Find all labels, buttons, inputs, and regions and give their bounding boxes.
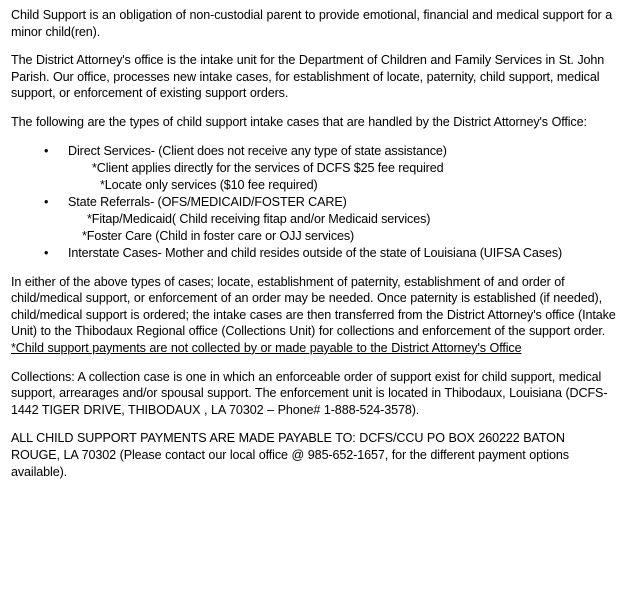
- paragraph-process-text: In either of the above types of cases; locate, establishment of paternity, establishment of and order of child/medical support, or enforcement of an order may be needed. Once paternity is established (if needed), child/medical support is ordered; the intake cases are then transferred from the District Attorney's office (Intake Unit) to the Thibodaux Regional office (Collections Unit) for collections and enforcement of the support order.: [11, 274, 616, 339]
- case-type-subitem: *Client applies directly for the services of DCFS $25 fee required: [92, 160, 444, 175]
- paragraph-process-underlined-note: *Child support payments are not collected by or made payable to the District Attorney's Office: [11, 340, 522, 355]
- case-type-label: Direct Services- (Client does not receive any type of state assistance): [68, 143, 447, 158]
- list-item: [11, 194, 617, 245]
- paragraph-intro: Child Support is an obligation of non-custodial parent to provide emotional, financial and medical support for a minor child(ren).: [11, 8, 613, 39]
- paragraph-collections: Collections: A collection case is one in which an enforceable order of support exist for child support, medical support, arrearages and/or spousal support. The enforcement unit is located in Thibodaux, Louisiana (DCFS-1442 TIGER DRIVE, THIBODAUX , LA 70302 – Phone# 1-888-524-3578).: [11, 369, 608, 417]
- paragraph-intake-unit: The District Attorney's office is the intake unit for the Department of Children and Family Services in St. John Parish. Our office, processes new intake cases, for establishment of locate, paternity, child support, medical support, or enforcement of existing support orders.: [11, 53, 605, 101]
- bullet-icon: •: [44, 143, 49, 158]
- paragraph-process: [11, 274, 617, 357]
- case-type-label: State Referrals- (OFS/MEDICAID/FOSTER CARE): [68, 194, 347, 209]
- paragraph-types-lead: The following are the types of child support intake cases that are handled by the District Attorney's Office:: [11, 114, 587, 129]
- paragraph-payments: ALL CHILD SUPPORT PAYMENTS ARE MADE PAYABLE TO: DCFS/CCU PO BOX 260222 BATON ROUGE, LA 70302 (Please contact our local office @ 985-652-1657, for the different payment options available).: [11, 431, 569, 479]
- case-types-list: [11, 143, 617, 262]
- list-item: [11, 245, 617, 262]
- case-type-subitem: *Locate only services ($10 fee required): [100, 177, 318, 192]
- bullet-icon: •: [44, 194, 49, 209]
- case-type-subitem: *Fitap/Medicaid( Child receiving fitap and/or Medicaid services): [87, 211, 431, 226]
- bullet-icon: •: [44, 245, 49, 260]
- list-item: [11, 143, 617, 194]
- case-type-subitem: *Foster Care (Child in foster care or OJJ services): [82, 228, 355, 243]
- case-type-label: Interstate Cases- Mother and child resides outside of the state of Louisiana (UIFSA Cases): [68, 245, 563, 260]
